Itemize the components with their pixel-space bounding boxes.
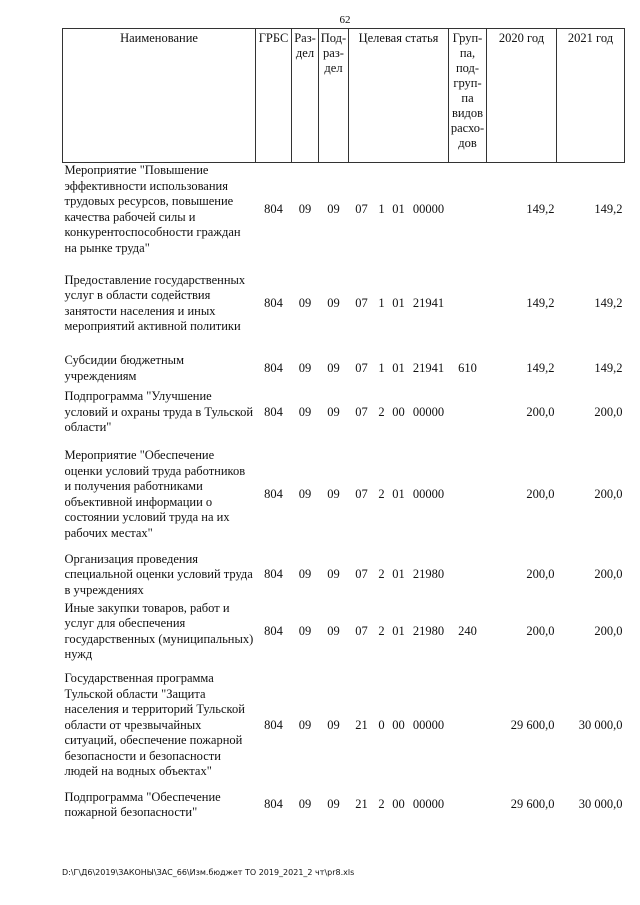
cell-v2021: 30 000,0 [578,797,623,812]
table-row [63,351,625,387]
cell-v2021: 149,2 [594,202,623,216]
cell-rz: 09 [298,797,312,812]
cell-pr: 09 [327,360,340,375]
cell-rz: 09 [298,623,312,638]
header-name: Наименование [63,29,256,163]
cell-pr: 09 [327,623,340,638]
cell-grbs: 804 [264,623,283,638]
cell-vr [449,788,487,823]
cell-t4: 00000 [412,797,445,812]
cell-grbs: 804 [264,486,283,501]
table-row [63,551,625,600]
cell-t2: 1 [378,295,385,310]
table-row [63,163,625,257]
cell-rz: 09 [298,202,312,216]
cell-t4: 21980 [412,567,445,582]
cell-pr: 09 [327,567,340,582]
cell-grbs: 804 [264,567,283,582]
cell-t3: 00 [392,404,405,419]
cell-vr [449,387,487,439]
table-row [63,257,625,351]
cell-vr [449,551,487,600]
cell-t2: 0 [378,717,385,732]
cell-v2020: 149,2 [526,295,555,310]
cell-name: Государственная программа Тульской области "Защита населения и территорий Тульской области от чрезвычайных ситуаций, обеспечение пожарной безопасности и безопасности людей на водных объектах" [64,671,245,779]
table-row [63,387,625,439]
cell-vr [449,664,487,788]
cell-v2021: 200,0 [594,567,623,582]
cell-vr: 610 [458,360,477,375]
cell-name: Мероприятие "Повышение эффективности использования трудовых ресурсов, повышение качества рабочей силы и конкурентоспособности граждан на рынке труда" [64,163,241,255]
cell-t1: 07 [355,404,368,419]
header-razdel: Раз- дел [292,29,319,163]
cell-t1: 21 [355,717,368,732]
cell-t4: 21941 [412,295,445,310]
cell-grbs: 804 [264,360,283,375]
budget-table [62,28,625,823]
cell-t1: 07 [355,567,368,582]
header-grbs: ГРБС [256,29,292,163]
table-row [63,600,625,664]
cell-name: Субсидии бюджетным учреждениям [64,353,184,383]
cell-grbs: 804 [264,295,283,310]
cell-t3: 01 [392,295,405,310]
cell-t2: 1 [378,202,385,216]
cell-rz: 09 [298,295,312,310]
header-2021: 2021 год [557,29,625,163]
cell-pr: 09 [327,404,340,419]
cell-v2020: 29 600,0 [510,717,555,732]
cell-rz: 09 [298,717,312,732]
cell-t1: 07 [355,360,368,375]
header-2020: 2020 год [487,29,557,163]
cell-t2: 2 [378,486,385,501]
cell-t1: 07 [355,295,368,310]
cell-v2020: 200,0 [526,623,555,638]
cell-t1: 07 [355,623,368,638]
file-path-footer: D:\Г\Д6\2019\ЗАКОНЫ\ЗАС_66\Изм.бюджет ТО 2019_2021_2 чт\pr8.xls [62,868,355,877]
cell-grbs: 804 [264,717,283,732]
cell-t2: 1 [378,360,385,375]
cell-pr: 09 [327,202,340,216]
cell-vr [449,163,487,257]
cell-v2021: 30 000,0 [578,717,623,732]
cell-t3: 01 [392,623,405,638]
table-row [63,439,625,551]
cell-grbs: 804 [264,404,283,419]
cell-v2021: 200,0 [594,486,623,501]
cell-rz: 09 [298,567,312,582]
cell-name: Предоставление государственных услуг в области содействия занятости населения и иных мероприятий активной политики [64,272,246,333]
table-row [63,664,625,788]
cell-t4: 00000 [412,717,445,732]
cell-t3: 01 [392,567,405,582]
cell-v2020: 200,0 [526,567,555,582]
cell-vr [449,257,487,351]
page-number: 62 [339,14,351,26]
cell-rz: 09 [298,404,312,419]
cell-vr: 240 [458,623,477,638]
cell-rz: 09 [298,486,312,501]
cell-v2020: 149,2 [526,360,555,375]
cell-v2020: 200,0 [526,404,555,419]
cell-t3: 01 [392,486,405,501]
header-podrazdel: Под- раз- дел [319,29,349,163]
cell-t2: 2 [378,404,385,419]
cell-v2020: 200,0 [526,486,555,501]
cell-v2021: 200,0 [594,623,623,638]
cell-t4: 21941 [412,360,445,375]
cell-rz: 09 [298,360,312,375]
cell-t3: 01 [392,360,405,375]
cell-t3: 01 [392,202,405,216]
header-expense-group: Груп- па, под- груп- па видов расхо- дов [449,29,487,163]
header-target-article: Целевая статья [349,29,449,163]
cell-v2021: 200,0 [594,404,623,419]
cell-name: Организация проведения специальной оценки условий труда в учреждениях [64,551,253,597]
cell-name: Подпрограмма "Обеспечение пожарной безопасности" [64,789,221,819]
cell-grbs: 804 [264,797,283,812]
cell-t4: 21980 [412,623,445,638]
cell-v2020: 29 600,0 [510,797,555,812]
cell-t3: 00 [392,717,405,732]
table-header-row [63,29,625,163]
cell-t2: 2 [378,623,385,638]
cell-t4: 00000 [412,486,445,501]
cell-name: Иные закупки товаров, работ и услуг для обеспечения государственных (муниципальных) нужд [64,600,254,661]
cell-vr [449,439,487,551]
cell-v2021: 149,2 [594,360,623,375]
cell-name: Подпрограмма "Улучшение условий и охраны труда в Тульской области" [64,389,254,435]
cell-t2: 2 [378,797,385,812]
cell-t1: 07 [355,486,368,501]
cell-v2021: 149,2 [594,295,623,310]
cell-t1: 21 [355,797,368,812]
cell-t2: 2 [378,567,385,582]
cell-pr: 09 [327,486,340,501]
cell-t1: 07 [355,202,368,216]
cell-pr: 09 [327,717,340,732]
cell-t4: 00000 [412,404,445,419]
table-row [63,788,625,823]
cell-grbs: 804 [264,202,283,216]
cell-v2020: 149,2 [526,202,555,216]
cell-t3: 00 [392,797,405,812]
cell-name: Мероприятие "Обеспечение оценки условий труда работников и получения работниками объективной информации о состоянии условий труда на их рабочих местах" [64,448,246,540]
cell-pr: 09 [327,295,340,310]
cell-pr: 09 [327,797,340,812]
cell-t4: 00000 [412,202,445,216]
